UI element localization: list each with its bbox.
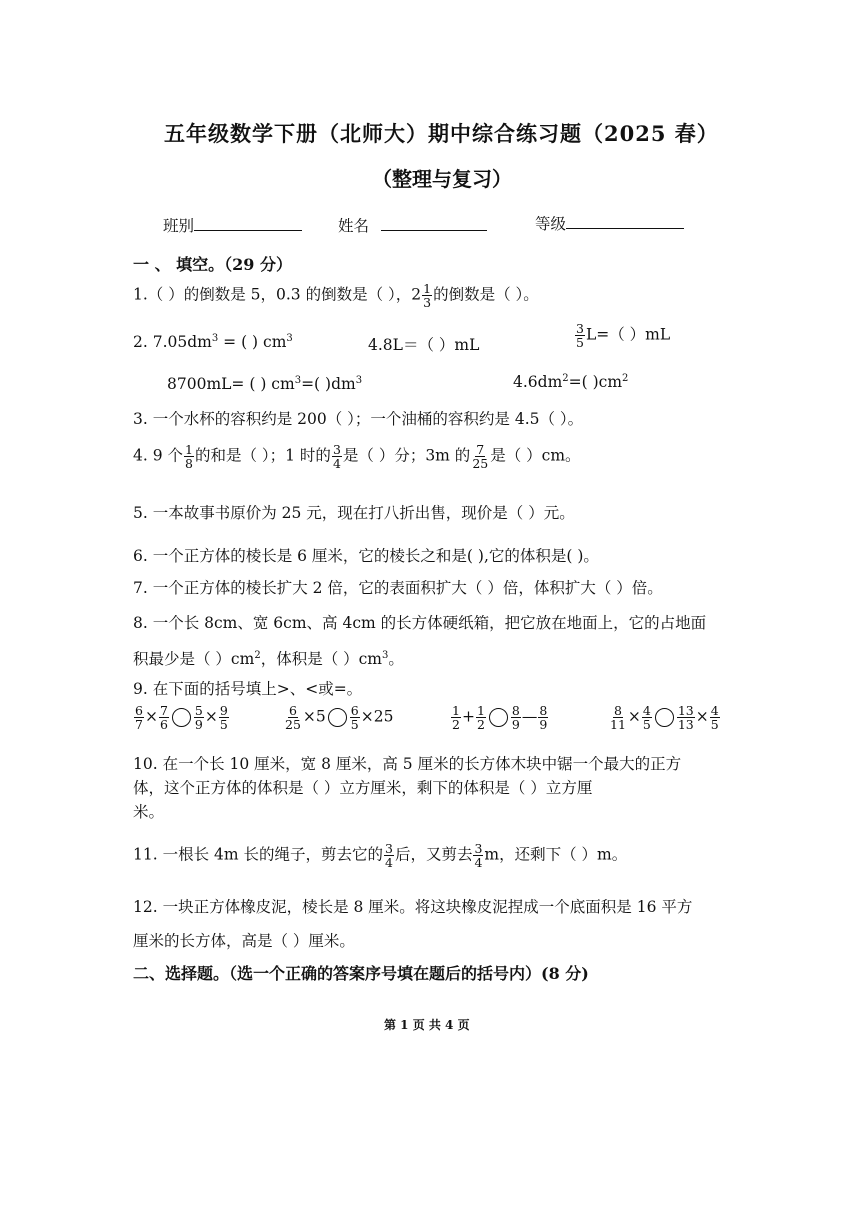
- question-12-line-2: 厘米的长方体，高是（ ）厘米。: [133, 932, 355, 950]
- question-10-line-2: 体，这个正方体的体积是（ ）立方厘米，剩下的体积是（ ）立方厘: [133, 779, 593, 797]
- question-11: 11. 一根长 4m 长的绳子，剪去它的 $\frac{3}{4}$ 后，又剪去 $\frac{3}{4}$ m，还剩下（ ）m。: [133, 841, 628, 870]
- fraction: $\frac{3}{4}$: [474, 841, 483, 870]
- compare-circle[interactable]: [655, 708, 674, 727]
- compare-circle[interactable]: [328, 708, 347, 727]
- question-4: 4. 9 个 $\frac{1}{8}$ 的和是（ ）；1 时的 $\frac{3}{4}$ 是（ ）分；3m 的 $\frac{7}{25}$ 是（ ）cm。: [133, 442, 581, 471]
- grade-blank[interactable]: [566, 214, 684, 229]
- fraction: $\frac{7}{25}$: [472, 442, 489, 471]
- question-10-line-1: 10. 在一个长 10 厘米，宽 8 厘米，高 5 厘米的长方体木块中锯一个最大的正方: [133, 755, 682, 773]
- class-blank[interactable]: [194, 216, 302, 231]
- question-8-line-1: 8. 一个长 8cm、宽 6cm、高 4cm 的长方体硬纸箱，把它放在地面上，它的占地面: [133, 614, 707, 632]
- class-label: 班别: [163, 217, 195, 235]
- question-8-line-2: 积最少是（ ）$cm^2$，体积是（ ）$cm^3$。: [133, 649, 404, 668]
- question-5: 5. 一本故事书原价为 25 元，现在打八折出售，现价是（ ）元。: [133, 504, 575, 522]
- name-label: 姓名: [338, 217, 370, 235]
- question-2-fraction-l: $\frac{3}{5}$ L=（ ）mL: [576, 321, 671, 350]
- fraction: $\frac{3}{4}$: [332, 442, 341, 471]
- question-3: 3. 一个水杯的容积约是 200（ ）；一个油桶的容积约是 4.5（ ）。: [133, 410, 584, 428]
- class-field[interactable]: [163, 214, 302, 236]
- question-2-line-1: 2. $7.05dm^3$ = ( ) $cm^3$: [133, 333, 293, 352]
- question-10-line-3: 米。: [133, 803, 165, 821]
- question-2-area: $4.6dm^2=$( )$cm^2$: [513, 373, 629, 392]
- page-subtitle: （整理与复习）: [372, 167, 512, 191]
- grade-label: 等级: [535, 215, 567, 233]
- compare-circle[interactable]: [172, 708, 191, 727]
- fraction: $\frac{1}{3}$: [423, 281, 432, 310]
- question-2-ml: 4.8L＝（ ）mL: [368, 336, 480, 354]
- grade-field[interactable]: [535, 212, 684, 234]
- question-7: 7. 一个正方体的棱长扩大 2 倍，它的表面积扩大（ ）倍，体积扩大（ ）倍。: [133, 579, 663, 597]
- compare-expression-1: $\frac{6}{7}$ × $\frac{7}{6}$ $\frac{5}{9}$ × $\frac{9}{5}$: [135, 703, 228, 732]
- question-9: 9. 在下面的括号填上>、<或=。: [133, 680, 363, 698]
- question-12-line-1: 12. 一块正方体橡皮泥，棱长是 8 厘米。将这块橡皮泥捏成一个底面积是 16 平方: [133, 898, 693, 916]
- name-blank[interactable]: [381, 216, 487, 231]
- section-1-heading: 一 、 填空。（29 分）: [133, 255, 292, 274]
- name-field[interactable]: [338, 214, 487, 236]
- compare-expression-3: $\frac{1}{2}$ + $\frac{1}{2}$ $\frac{8}{9}$ — $\frac{8}{9}$: [452, 703, 548, 732]
- fraction: $\frac{1}{8}$: [185, 442, 193, 471]
- section-2-heading: 二、选择题。（选一个正确的答案序号填在题后的括号内）(8 分): [133, 964, 589, 983]
- page-footer: 第 1 页 共 4 页: [384, 1018, 470, 1032]
- question-1: 1.（ ）的倒数是 5，0.3 的倒数是（ ），2 $\frac{1}{3}$ 的倒数是（ ）。: [133, 281, 539, 310]
- question-2-line-2: 8700mL= ( ) $cm^3=$( )$dm^3$: [167, 375, 363, 394]
- fraction: $\frac{3}{5}$: [576, 321, 584, 350]
- compare-circle[interactable]: [489, 708, 508, 727]
- question-6: 6. 一个正方体的棱长是 6 厘米，它的棱长之和是( ),它的体积是( )。: [133, 547, 599, 565]
- compare-expression-2: $\frac{6}{25}$ ×5 $\frac{6}{5}$ ×25: [285, 703, 394, 732]
- compare-expression-4: $\frac{8}{11}$ × $\frac{4}{5}$ $\frac{13}{13}$ × $\frac{4}{5}$: [610, 703, 719, 732]
- fraction: $\frac{3}{4}$: [385, 841, 393, 870]
- page-title: 五年级数学下册（北师大）期中综合练习题（2025 春）: [164, 121, 719, 146]
